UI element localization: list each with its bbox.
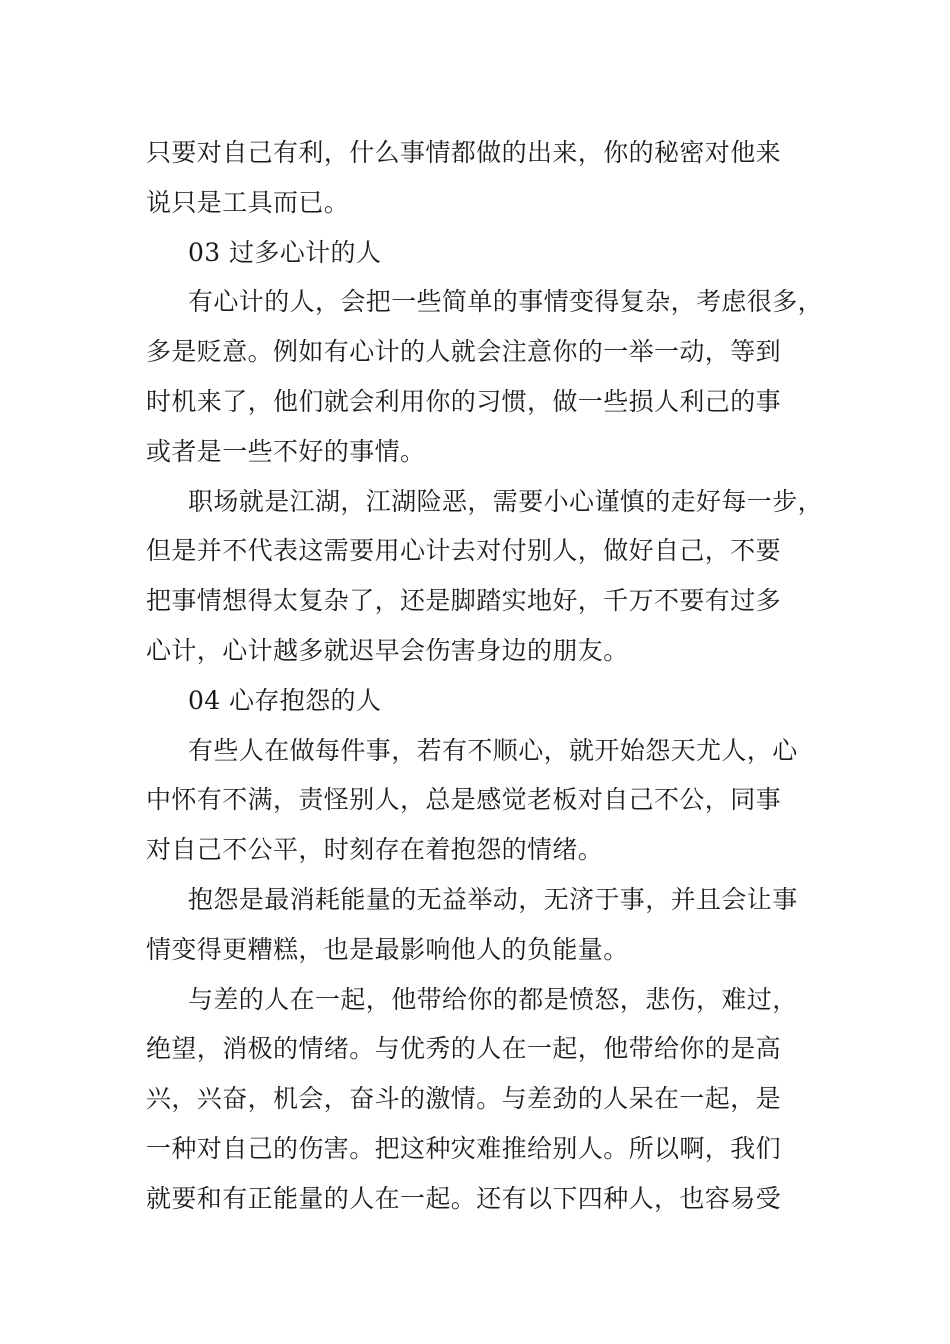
text-line: 与差的人在一起，他带给你的都是愤怒，悲伤，难过， [188,984,798,1014]
section-heading: 04 心存抱怨的人 [188,685,382,715]
text-line: 抱怨是最消耗能量的无益举动，无济于事，并且会让事 [188,884,798,914]
text-line: 把事情想得太复杂了，还是脚踏实地好，千万不要有过多 [146,586,782,616]
body-text [146,128,826,1224]
text-line: 兴，兴奋，机会，奋斗的激情。与差劲的人呆在一起，是 [146,1084,782,1114]
text-line: 情变得更糟糕，也是最影响他人的负能量。 [146,934,629,964]
text-line: 一种对自己的伤害。把这种灾难推给别人。所以啊，我们 [146,1133,782,1163]
text-line: 多是贬意。例如有心计的人就会注意你的一举一动，等到 [146,337,782,367]
text-line: 绝望，消极的情绪。与优秀的人在一起，他带给你的是高 [146,1034,782,1064]
text-line: 心计，心计越多就迟早会伤害身边的朋友。 [146,635,629,665]
text-line: 就要和有正能量的人在一起。还有以下四种人，也容易受 [146,1183,782,1213]
text-line: 中怀有不满，责怪别人，总是感觉老板对自己不公，同事 [146,785,782,815]
text-line: 或者是一些不好的事情。 [146,436,426,466]
text-line: 但是并不代表这需要用心计去对付别人，做好自己，不要 [146,536,782,566]
text-line: 只要对自己有利，什么事情都做的出来，你的秘密对他来 [146,138,782,167]
text-line: 时机来了，他们就会利用你的习惯，做一些损人利己的事 [146,386,782,416]
text-line: 说只是工具而已。 [146,187,350,217]
text-line: 对自己不公平，时刻存在着抱怨的情绪。 [146,835,604,865]
text-line: 有心计的人，会把一些简单的事情变得复杂，考虑很多， [188,287,824,317]
section-heading: 03 过多心计的人 [188,237,382,267]
text-line: 有些人在做每件事，若有不顺心，就开始怨天尤人，心 [188,735,798,765]
text-line: 职场就是江湖，江湖险恶，需要小心谨慎的走好每一步， [188,486,824,516]
